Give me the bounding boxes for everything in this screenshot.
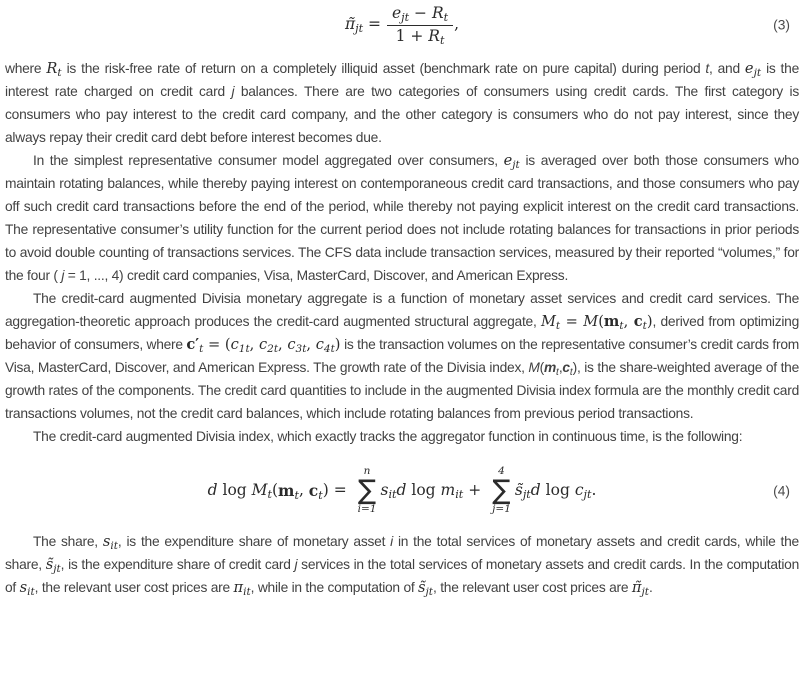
paragraph: [5, 425, 799, 448]
math-variable: $R_t$: [431, 4, 449, 25]
summation: [492, 466, 511, 516]
text-run: is averaged over both those consumers who maintain rotating balances, while thereby paying interest on contemporaneous credit card transactions, and those consumers who pay off such credit card transactions before the end of the period, while thereby not paying explicit interest on the credit card transactions. The representative consumer’s utility function for the current period does not include rotating balances for transactions in prior periods to avoid double counting of transactions services. The CFS data include transaction services, measured by their reported “volumes,” for the four (: [5, 152, 803, 283]
math-variable: $\pĩ_{jt}$: [344, 15, 364, 36]
text-run: , derived from optimizing behavior of consumers, where: [5, 313, 803, 352]
text-run: ,: [249, 335, 259, 353]
summation: [358, 466, 377, 516]
text-run: ): [646, 312, 653, 330]
text-run: = (: [203, 335, 231, 353]
math-variable: $\pĩ_{jt}$: [631, 578, 649, 598]
text-run: , the relevant user cost prices are: [34, 579, 234, 595]
math-variable: $s̃_{jt}$: [418, 578, 434, 598]
equation-number: (3): [773, 17, 790, 33]
text-run: in the total services of monetary assets and credit cards, while the share,: [5, 533, 803, 572]
text-run: is the interest rate charged on credit card: [5, 60, 803, 99]
math-variable: $c'_t$: [186, 335, 204, 355]
text-run: d: [207, 480, 218, 499]
equation-body: [208, 466, 597, 516]
text-run: ,: [298, 480, 309, 499]
math-variable: $R_t$: [46, 59, 62, 79]
text-run: ): [334, 335, 341, 353]
summation-lower-limit: j=1: [492, 503, 511, 516]
math-variable: $c_{4t}$: [315, 335, 335, 355]
text-run: log: [406, 480, 441, 499]
math-variable: $s̃_{jt}$: [45, 555, 61, 575]
text-run: is the risk-free rate of return on a completely illiquid asset (benchmark rate on pure capital) during period: [61, 60, 706, 76]
text-run: M: [583, 312, 599, 330]
text-run: .: [591, 480, 597, 499]
paragraph: [5, 149, 803, 287]
text-run: ): [572, 359, 577, 375]
math-variable: $m_t$: [544, 359, 559, 378]
text-run: j: [231, 83, 235, 99]
math-variable: $R_t$: [428, 26, 445, 47]
math-variable: $c_{2t}$: [258, 335, 279, 355]
display-equation: [5, 5, 799, 46]
math-variable: $c_t$: [633, 312, 647, 332]
text-run: , while in the computation of: [250, 579, 419, 595]
fraction: [387, 5, 453, 46]
text-run: =: [560, 312, 584, 330]
paragraph: [5, 57, 803, 149]
text-run: , the relevant user cost prices are: [433, 579, 632, 595]
text-run: log: [217, 480, 252, 499]
math-variable: $e_{jt}$: [744, 59, 762, 79]
text-run: ,: [454, 15, 460, 34]
text-run: ) =: [322, 480, 352, 499]
summation-upper-limit: n: [363, 464, 371, 477]
text-run: .: [648, 579, 653, 595]
text-run: ,: [558, 359, 563, 375]
equation-number: (4): [773, 483, 790, 499]
text-run: ,: [623, 312, 634, 330]
fraction-numerator: [387, 5, 453, 26]
text-run: , is the expenditure share of credit card: [60, 556, 295, 572]
text-run: (: [598, 312, 604, 330]
text-run: log: [540, 480, 575, 499]
text-run: +: [463, 480, 487, 499]
math-variable: $c_t$: [308, 480, 323, 502]
text-run: d: [530, 480, 541, 499]
display-equation: [5, 466, 799, 516]
text-run: (: [539, 359, 545, 375]
text-run: = 1, ..., 4) credit card companies, Visa, MasterCard, Discover, and American Express.: [64, 267, 569, 283]
text-run: j: [294, 556, 298, 572]
paragraph: [5, 530, 803, 599]
math-variable: $\pi_{it}$: [233, 578, 251, 598]
text-run: services in the total services of monetary assets and credit cards. In the computation of: [5, 556, 803, 595]
text-run: ,: [278, 335, 288, 353]
text-run: =: [363, 15, 386, 34]
math-variable: $c_{3t}$: [287, 335, 307, 355]
text-run: The credit-card augmented Divisia index, which exactly tracks the aggregator function in continuous time, is the following:: [33, 428, 743, 444]
math-variable: $m_t$: [278, 480, 299, 502]
math-variable: $e_{jt}$: [391, 4, 410, 25]
text-run: In the simplest representative consumer model aggregated over consumers,: [33, 152, 504, 168]
text-run: is the transaction volumes on the representative consumer’s credit cards from Visa, MasterCard, Discover, and American Express. The growth rate of the Divisia index,: [5, 336, 803, 375]
math-variable: $c_t$: [562, 359, 573, 378]
text-run: The share,: [33, 533, 103, 549]
math-variable: $m_t$: [603, 312, 624, 332]
text-run: i: [390, 533, 393, 549]
math-variable: $e_{jt}$: [503, 151, 520, 171]
sigma-symbol: ∑: [357, 475, 377, 507]
math-variable: $s_{it}$: [102, 532, 118, 552]
summation-upper-limit: 4: [498, 464, 505, 477]
text-run: (: [271, 480, 279, 499]
math-variable: $s_{it}$: [19, 578, 35, 598]
text-run: t: [705, 60, 710, 76]
text-run: M: [528, 359, 540, 375]
text-run: where: [5, 60, 47, 76]
text-run: −: [409, 4, 432, 22]
math-variable: $c_{1t}$: [230, 335, 250, 355]
text-run: d: [396, 480, 407, 499]
math-variable: $s_{it}$: [380, 480, 397, 501]
text-run: j: [61, 267, 65, 283]
paragraph: [5, 287, 803, 425]
math-variable: $M_t$: [251, 480, 272, 501]
math-variable: $M_t$: [540, 312, 561, 332]
equation-body: [345, 5, 459, 46]
text-run: , is the share-weighted average of the growth rates of the components. The credit card quantities to include in the augmented Divisia index formula are the monthly credit card transactions volumes, not the credit card balances, which include rotating balances from previous period transactions.: [5, 359, 803, 421]
sigma-symbol: ∑: [492, 475, 511, 507]
text-run: , is the expenditure share of monetary asset: [117, 533, 391, 549]
math-variable: $c_{jt}$: [574, 480, 592, 501]
math-variable: $m_{it}$: [440, 480, 464, 501]
text-run: 1 +: [395, 26, 429, 45]
text-run: The credit-card augmented Divisia monetary aggregate is a function of monetary asset services and credit card services. The aggregation-theoretic approach produces the credit-card augmented structural aggregate,: [5, 290, 803, 329]
fraction-denominator: [391, 26, 450, 46]
text-run: ,: [306, 335, 316, 353]
text-run: balances. There are two categories of consumers using credit cards. The first category is consumers who pay interest to the credit card company, and the other category is consumers who do not pay interest, since they always repay their credit card debt before interest becomes due.: [5, 83, 803, 145]
math-variable: $s̃_{jt}$: [514, 480, 531, 501]
text-run: , and: [709, 60, 745, 76]
summation-lower-limit: i=1: [357, 503, 377, 516]
